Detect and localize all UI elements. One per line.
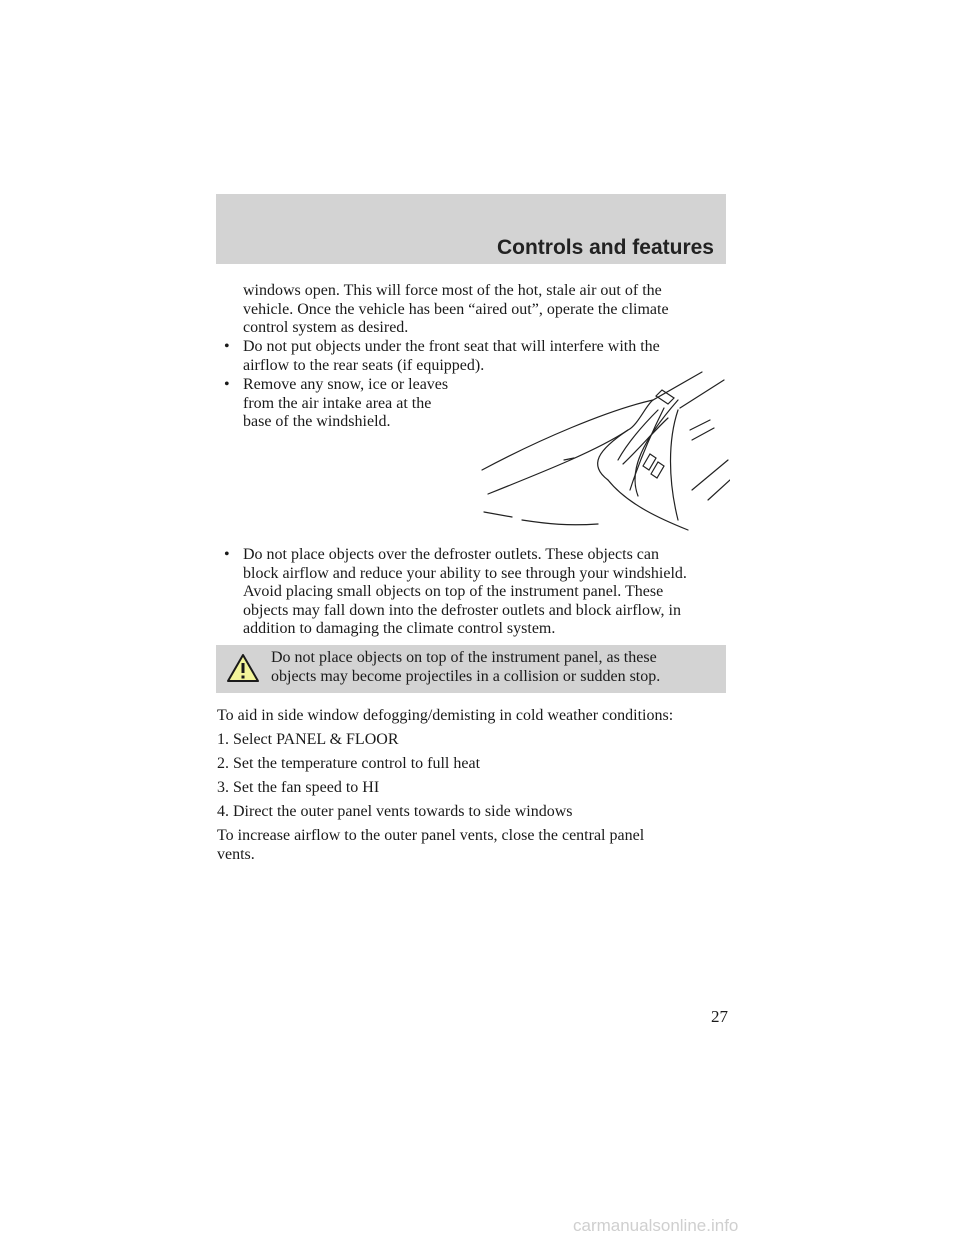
bullet-text: Do not put objects under the front seat that will interfere with the (243, 338, 660, 355)
bullet-symbol: • (224, 546, 230, 563)
warning-text (271, 649, 721, 686)
warning-triangle-icon (226, 653, 260, 683)
bullet-symbol: • (224, 338, 230, 355)
intro-line: vehicle. Once the vehicle has been “aired out”, operate the climate (243, 300, 669, 318)
warning-box (216, 645, 726, 693)
bullet-symbol: • (224, 376, 230, 393)
warning-line: objects may become projectiles in a collision or sudden stop. (271, 667, 661, 685)
bullet-text: objects may fall down into the defroster outlets and block airflow, in (243, 601, 681, 619)
step-item: 4. Direct the outer panel vents towards to side windows (217, 803, 573, 820)
watermark[interactable]: carmanualsonline.info (573, 1216, 739, 1235)
intro-line: control system as desired. (243, 319, 409, 336)
section-header (216, 194, 726, 264)
page-number: 27 (711, 1007, 728, 1026)
step-item: 2. Set the temperature control to full heat (217, 755, 481, 772)
bullet-text: Avoid placing small objects on top of the instrument panel. These (243, 583, 664, 600)
bullet-text: airflow to the rear seats (if equipped). (243, 356, 485, 374)
bullet-text: addition to damaging the climate control system. (243, 620, 556, 637)
steps-outro: To increase airflow to the outer panel vents, close the central panel (217, 827, 645, 844)
section-title: Controls and features (496, 236, 714, 259)
bullet-text: from the air intake area at the (243, 394, 432, 412)
bullet-text: Do not place objects over the defroster outlets. These objects can (243, 546, 660, 563)
bullet-text: Remove any snow, ice or leaves (243, 376, 449, 393)
warning-line: Do not place objects on top of the instrument panel, as these (271, 649, 657, 666)
steps-intro: To aid in side window defogging/demisting in cold weather conditions: (217, 707, 674, 724)
steps-outro: vents. (217, 845, 255, 863)
intro-line: windows open. This will force most of the hot, stale air out of the (243, 282, 662, 299)
windshield-air-intake-illustration (478, 370, 730, 538)
bullet-text: block airflow and reduce your ability to see through your windshield. (243, 564, 687, 582)
step-item: 3. Set the fan speed to HI (217, 779, 380, 796)
step-item: 1. Select PANEL & FLOOR (217, 731, 399, 748)
bullet-text: base of the windshield. (243, 413, 391, 430)
